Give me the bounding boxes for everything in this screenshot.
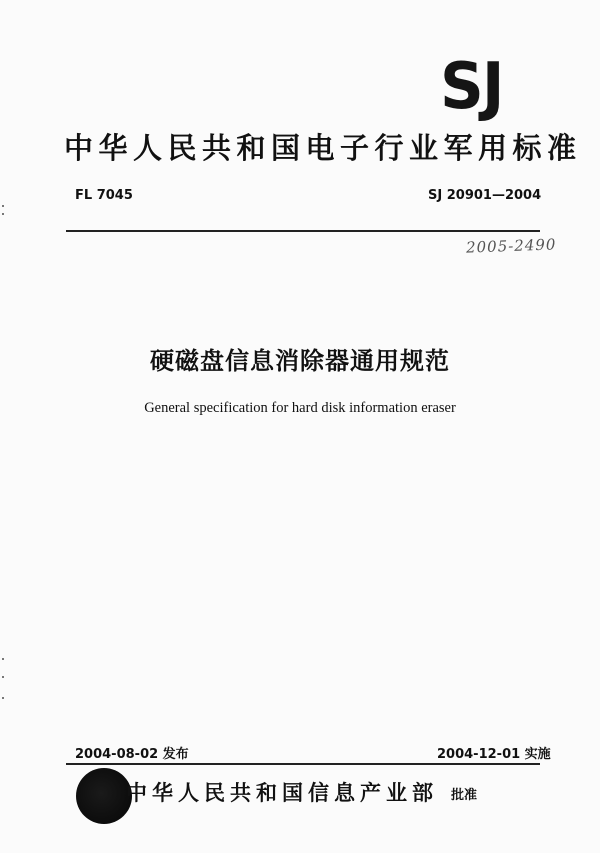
document-title: 硬磁盘信息消除器通用规范 xyxy=(150,347,450,375)
footer-divider xyxy=(66,763,540,765)
publish-date: 2004-08-02 发布 xyxy=(75,747,189,762)
header-title: 中华人民共和国电子行业军用标准 xyxy=(64,131,582,165)
standard-number: SJ 20901—2004 xyxy=(428,188,542,203)
document-title-english: General specification for hard disk information eraser xyxy=(144,400,456,416)
issuing-authority: 中华人民共和国信息产业部 xyxy=(126,781,438,805)
approve-label: 批准 xyxy=(451,788,478,803)
scan-speck xyxy=(2,205,4,207)
scan-speck xyxy=(2,697,4,699)
sj-logo: SJ xyxy=(440,50,503,124)
ink-seal-mark xyxy=(76,768,132,824)
header-divider xyxy=(66,230,540,232)
scan-speck xyxy=(2,658,4,660)
scan-speck xyxy=(2,676,4,678)
implement-date: 2004-12-01 实施 xyxy=(437,747,551,762)
fl-code: FL 7045 xyxy=(75,188,133,203)
handwritten-note: 2005-2490 xyxy=(465,235,557,257)
scan-speck xyxy=(2,213,4,215)
